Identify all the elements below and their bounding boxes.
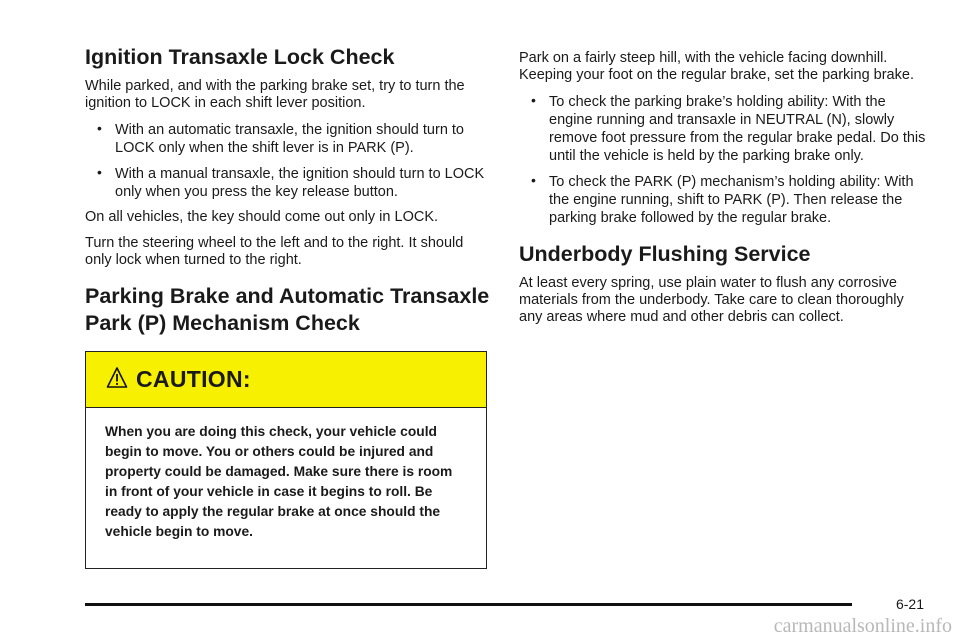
bullet-manual: • With a manual transaxle, the ignition should turn to LOCK only when you press the key release button. bbox=[85, 165, 490, 201]
left-column bbox=[85, 44, 490, 345]
caution-text: When you are doing this check, your vehicle could begin to move. You or others could be injured and property could be damaged. Make sure there is room in front of your vehicle in case it begins to roll. Be ready to apply the regular brake at once should the vehicle begin to move. bbox=[105, 424, 453, 539]
footer-rule bbox=[85, 603, 852, 606]
bullet-automatic: • With an automatic transaxle, the ignition should turn to LOCK only when the shift lever is in PARK (P). bbox=[85, 121, 490, 157]
page-number: 6-21 bbox=[895, 596, 924, 612]
caution-title: CAUTION: bbox=[136, 366, 251, 392]
caution-box bbox=[85, 351, 487, 569]
watermark: carmanualsonline.info bbox=[773, 615, 952, 637]
heading-underbody-flushing: Underbody Flushing Service bbox=[519, 242, 811, 266]
bullet-parking-brake-hold: • To check the parking brake’s holding ability: With the engine running and transaxle in NEUTRAL (N), slowly remove foot pressure from the regular brake pedal. Do this until the vehicle is held by the parking brake only. bbox=[519, 93, 929, 165]
right-column bbox=[519, 50, 929, 335]
caution-header bbox=[86, 352, 486, 408]
bullet-park-mechanism-hold: • To check the PARK (P) mechanism’s holding ability: With the engine running, shift to PARK (P). Then release the parking brake followed by the regular brake. bbox=[519, 173, 929, 227]
warning-triangle-icon bbox=[106, 366, 128, 390]
heading-parking-brake-check: Parking Brake and Automatic Transaxle Park (P) Mechanism Check bbox=[85, 284, 490, 335]
steering-paragraph: Turn the steering wheel to the left and to the right. It should only lock when turned to the right. bbox=[85, 235, 464, 268]
hill-intro: Park on a fairly steep hill, with the vehicle facing downhill. Keeping your foot on the regular brake, set the parking brake. bbox=[519, 50, 914, 83]
ignition-intro: While parked, and with the parking brake set, try to turn the ignition to LOCK in each shift lever position. bbox=[85, 78, 465, 111]
key-lock-paragraph: On all vehicles, the key should come out only in LOCK. bbox=[85, 209, 439, 225]
underbody-paragraph: At least every spring, use plain water to flush any corrosive materials from the underbody. Take care to clean thoroughly any areas where mud and other debris can collect. bbox=[519, 275, 904, 325]
heading-ignition-lock-check: Ignition Transaxle Lock Check bbox=[85, 45, 395, 69]
